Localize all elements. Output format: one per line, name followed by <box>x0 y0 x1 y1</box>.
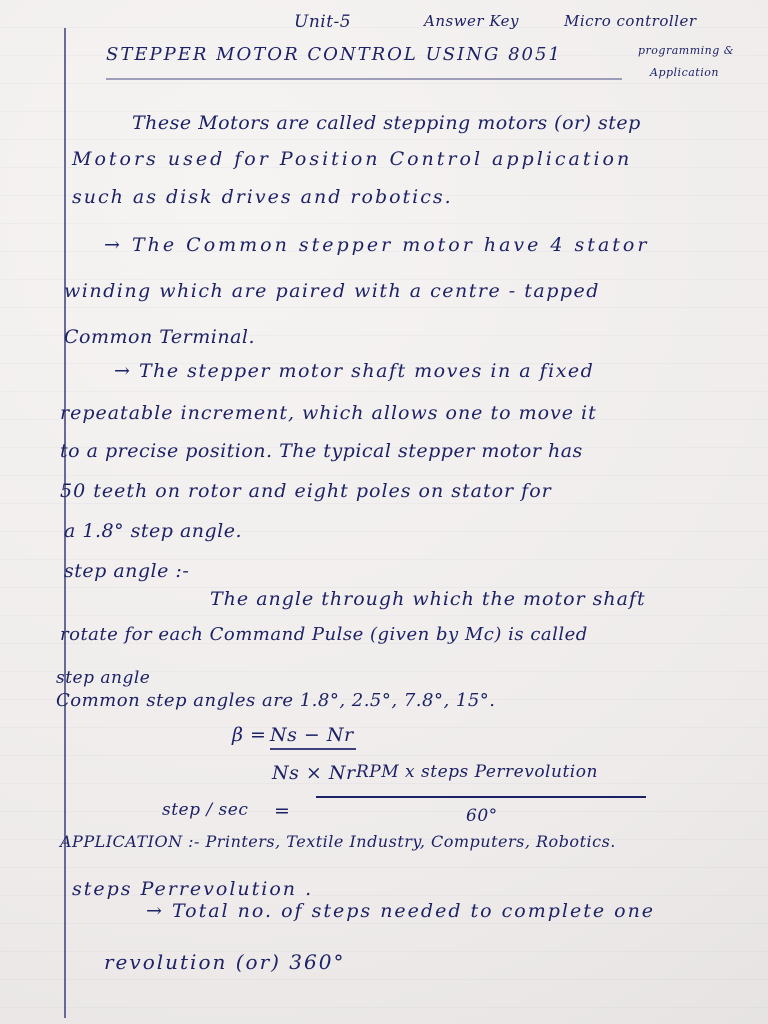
text-line: Common step angles are 1.8°, 2.5°, 7.8°, 15°. <box>56 690 496 711</box>
subject-cont-label: programming & <box>638 44 735 57</box>
steps-lhs: step / sec <box>162 800 249 820</box>
text-line: steps Perrevolution . <box>72 878 314 900</box>
text-line: rotate for each Command Pulse (given by Mc) is called <box>60 624 588 645</box>
steps-fraction-bar <box>316 796 646 798</box>
text-line: → Total no. of steps needed to complete one <box>146 900 656 922</box>
text-line: The angle through which the motor shaft <box>210 588 646 610</box>
beta-denominator: Ns × Nr <box>272 762 356 784</box>
subject-label: Micro controller <box>564 12 697 30</box>
text-line: such as disk drives and robotics. <box>72 186 453 208</box>
text-line: → The Common stepper motor have 4 stator <box>104 234 650 256</box>
text-line: winding which are paired with a centre - tapped <box>64 280 600 302</box>
page-title: STEPPER MOTOR CONTROL USING 8051 <box>106 44 562 65</box>
text-line: repeatable increment, which allows one to move it <box>60 402 597 424</box>
text-line: Common Terminal. <box>64 326 256 348</box>
unit-label: Unit-5 <box>294 12 352 32</box>
steps-denominator: 60° <box>466 806 498 826</box>
title-underline <box>106 78 622 80</box>
application-line: APPLICATION :- Printers, Textile Industry, Computers, Robotics. <box>60 832 616 851</box>
subject-cont2-label: Application <box>650 66 719 79</box>
answer-key-label: Answer Key <box>424 12 519 30</box>
text-line: to a precise position. The typical stepper motor has <box>60 440 583 462</box>
text-line: a 1.8° step angle. <box>64 520 243 542</box>
text-line: These Motors are called stepping motors (or) step <box>132 112 641 134</box>
section-heading: step angle :- <box>64 560 190 582</box>
steps-numerator: RPM x steps Perrevolution <box>356 762 598 782</box>
beta-lhs: β = <box>232 724 267 746</box>
text-line: → The stepper motor shaft moves in a fixed <box>114 360 595 382</box>
text-line: 50 teeth on rotor and eight poles on stator for <box>60 480 552 502</box>
steps-eq: = <box>274 800 291 822</box>
text-line: revolution (or) 360° <box>104 950 346 974</box>
beta-numerator-underline <box>270 748 356 750</box>
text-line: Motors used for Position Control application <box>72 148 633 170</box>
beta-numerator: Ns − Nr <box>270 724 354 746</box>
text-line: step angle <box>56 668 151 688</box>
